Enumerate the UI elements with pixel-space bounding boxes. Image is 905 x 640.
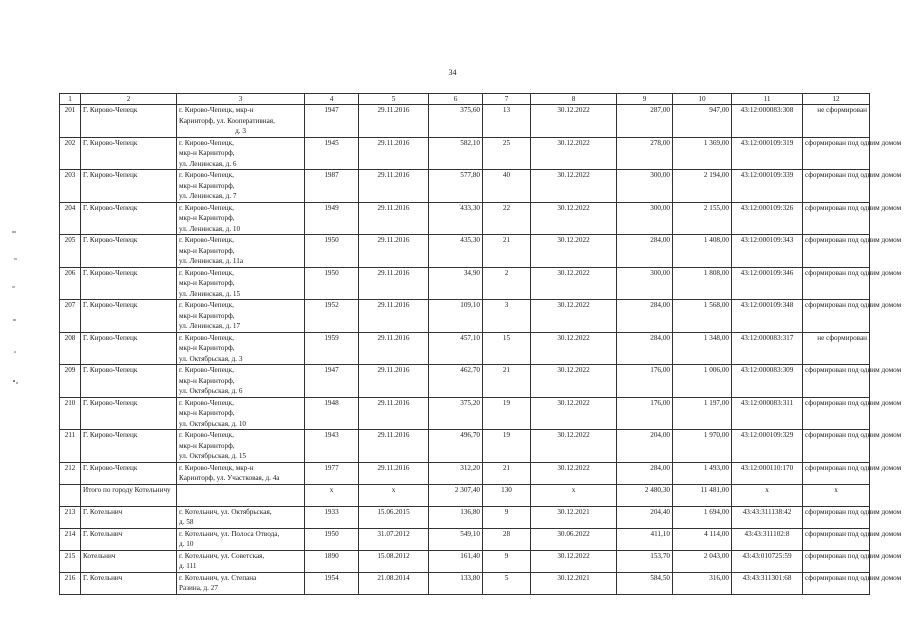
value-col10-cell: 1 369,00: [673, 137, 732, 170]
municipality-cell: Г. Кирово-Чепецк: [81, 105, 177, 138]
total-area-cell: 2 307,40: [429, 484, 483, 506]
land-status-cell: сформирован под одним домом: [803, 300, 870, 333]
address-line: мкр-н Каринторф,: [179, 149, 235, 157]
row-number: 205: [60, 235, 81, 268]
land-status-cell: сформирован под одним домом: [803, 506, 870, 528]
address-line: г. Кирово-Чепецк,: [179, 431, 234, 439]
address-cell: [177, 202, 305, 235]
residents-count-cell: 25: [483, 137, 531, 170]
address-cell: [177, 528, 305, 550]
value-col10-cell: 947,00: [673, 105, 732, 138]
recognition-date-cell: 29.11.2016: [359, 397, 429, 430]
year-built-cell: 1959: [305, 332, 359, 365]
column-number-5: 5: [359, 94, 429, 105]
year-built-cell: 1954: [305, 572, 359, 594]
recognition-date-cell: 29.11.2016: [359, 332, 429, 365]
value-col9-cell: 411,10: [617, 528, 673, 550]
address-line: мкр-н Каринторф,: [179, 279, 235, 287]
column-number-6: 6: [429, 94, 483, 105]
address-cell: [177, 506, 305, 528]
address-line: г. Кирово-Чепецк, мкр-н: [179, 106, 254, 114]
value-col10-cell: 316,00: [673, 572, 732, 594]
total-date-cell: х: [359, 484, 429, 506]
column-number-12: 12: [803, 94, 870, 105]
address-line: д. 58: [179, 518, 194, 526]
land-status-cell: сформирован под одним домом: [803, 397, 870, 430]
address-line: мкр-н Каринторф,: [179, 214, 235, 222]
address-line: д. 10: [179, 540, 194, 548]
total-col10-cell: 11 481,00: [673, 484, 732, 506]
address-line: г. Кирово-Чепецк,: [179, 333, 234, 342]
recognition-date-cell: 29.11.2016: [359, 267, 429, 300]
land-status-cell: сформирован под одним домом: [803, 170, 870, 203]
year-built-cell: 1947: [305, 365, 359, 398]
area-cell: 109,10: [429, 300, 483, 333]
deadline-date-cell: 30.12.2022: [531, 202, 617, 235]
table-row: [60, 235, 870, 268]
recognition-date-cell: 29.11.2016: [359, 462, 429, 484]
row-number: 203: [60, 170, 81, 203]
address-line: г. Кирово-Чепецк,: [179, 301, 234, 309]
residents-count-cell: 19: [483, 430, 531, 463]
row-number: 213: [60, 506, 81, 528]
address-line: мкр-н Каринторф,: [179, 376, 235, 385]
municipality-cell: Г. Кирово-Чепецк: [81, 300, 177, 333]
recognition-date-cell: 15.08.2012: [359, 550, 429, 572]
residents-count-cell: 21: [483, 462, 531, 484]
cadastral-number-cell: 43:12:000109:346: [732, 267, 803, 300]
table-row: [60, 397, 870, 430]
value-col9-cell: 300,00: [617, 267, 673, 300]
cadastral-number-cell: 43:12:000083:317: [732, 332, 803, 365]
area-cell: 577,80: [429, 170, 483, 203]
address-cell: [177, 365, 305, 398]
table-row: [60, 462, 870, 484]
address-line: ул. Ленинская, д. 7: [179, 192, 237, 200]
cadastral-number-cell: 43:43:010725:59: [732, 550, 803, 572]
table-row: [60, 430, 870, 463]
area-cell: 136,80: [429, 506, 483, 528]
row-number: 214: [60, 528, 81, 550]
column-number-8: 8: [531, 94, 617, 105]
address-line: г. Котельнич, ул. Советская,: [179, 551, 265, 560]
area-cell: 375,60: [429, 105, 483, 138]
area-cell: 549,10: [429, 528, 483, 550]
municipality-cell: Г. Котельнич: [81, 528, 177, 550]
value-col10-cell: 1 493,00: [673, 462, 732, 484]
address-line: г. Кирово-Чепецк,: [179, 268, 234, 277]
deadline-date-cell: 30.12.2022: [531, 397, 617, 430]
deadline-date-cell: 30.12.2022: [531, 267, 617, 300]
recognition-date-cell: 15.06.2015: [359, 506, 429, 528]
table-row: [60, 332, 870, 365]
recognition-date-cell: 31.07.2012: [359, 528, 429, 550]
total-residents-cell: 130: [483, 484, 531, 506]
municipality-cell: Котельнич: [81, 550, 177, 572]
land-status-cell: сформирован под одним домом: [803, 430, 870, 463]
total-cadastral-cell: х: [732, 484, 803, 506]
area-cell: 34,90: [429, 267, 483, 300]
table-row: [60, 267, 870, 300]
year-built-cell: 1949: [305, 202, 359, 235]
land-status-cell: сформирован под одним домом: [803, 137, 870, 170]
column-number-11: 11: [732, 94, 803, 105]
deadline-date-cell: 30.12.2022: [531, 550, 617, 572]
value-col10-cell: 1 568,00: [673, 300, 732, 333]
land-status-cell: сформирован под одним домом: [803, 202, 870, 235]
row-number: 212: [60, 462, 81, 484]
address-cell: [177, 267, 305, 300]
address-cell: [177, 332, 305, 365]
deadline-date-cell: 30.12.2022: [531, 137, 617, 170]
address-line: ул. Октябрьская, д. 3: [179, 354, 243, 363]
value-col9-cell: 204,40: [617, 506, 673, 528]
header-row: [60, 94, 870, 105]
address-line: Разина, д. 27: [179, 584, 218, 592]
address-line: мкр-н Каринторф,: [179, 311, 235, 320]
value-col10-cell: 1 694,00: [673, 506, 732, 528]
year-built-cell: 1933: [305, 506, 359, 528]
value-col9-cell: 300,00: [617, 170, 673, 203]
municipality-cell: Г. Кирово-Чепецк: [81, 170, 177, 203]
recognition-date-cell: 29.11.2016: [359, 235, 429, 268]
row-number: 201: [60, 105, 81, 138]
land-status-cell: не сформирован: [803, 105, 870, 138]
land-status-cell: не сформирован: [803, 332, 870, 365]
column-number-3: 3: [177, 94, 305, 105]
table-row: [60, 300, 870, 333]
residents-count-cell: 9: [483, 550, 531, 572]
address-line: г. Кирово-Чепецк,: [179, 398, 234, 407]
recognition-date-cell: 29.11.2016: [359, 300, 429, 333]
total-address-cell: [177, 484, 305, 506]
municipality-cell: Г. Котельнич: [81, 506, 177, 528]
table-row: [60, 550, 870, 572]
column-number-1: 1: [60, 94, 81, 105]
total-row: [60, 484, 870, 506]
municipality-cell: Г. Кирово-Чепецк: [81, 202, 177, 235]
address-cell: [177, 572, 305, 594]
value-col9-cell: 284,00: [617, 462, 673, 484]
municipality-cell: Г. Кирово-Чепецк: [81, 137, 177, 170]
cadastral-number-cell: 43:12:000083:309: [732, 365, 803, 398]
row-number: 210: [60, 397, 81, 430]
table-row: [60, 506, 870, 528]
cadastral-number-cell: 43:12:000109:343: [732, 235, 803, 268]
area-cell: 375,20: [429, 397, 483, 430]
address-line: г. Кирово-Чепецк,: [179, 366, 234, 374]
land-status-cell: сформирован под одним домом: [803, 462, 870, 484]
year-built-cell: 1987: [305, 170, 359, 203]
recognition-date-cell: 29.11.2016: [359, 365, 429, 398]
address-cell: [177, 137, 305, 170]
address-cell: [177, 170, 305, 203]
residents-count-cell: 2: [483, 267, 531, 300]
recognition-date-cell: 29.11.2016: [359, 137, 429, 170]
value-col10-cell: 1 808,00: [673, 267, 732, 300]
value-col9-cell: 284,00: [617, 332, 673, 365]
value-col10-cell: 1 348,00: [673, 332, 732, 365]
residents-count-cell: 5: [483, 572, 531, 594]
cadastral-number-cell: 43:43:311102:8: [732, 528, 803, 550]
address-line: д. 3: [235, 127, 246, 135]
year-built-cell: 1950: [305, 528, 359, 550]
cadastral-number-cell: 43:12:000083:308: [732, 105, 803, 138]
row-number: 202: [60, 137, 81, 170]
value-col9-cell: 204,00: [617, 430, 673, 463]
address-cell: [177, 430, 305, 463]
row-number: 211: [60, 430, 81, 463]
table-row: [60, 105, 870, 138]
area-cell: 312,20: [429, 462, 483, 484]
address-line: ул. Октябрьская, д. 6: [179, 387, 243, 395]
residents-count-cell: 22: [483, 202, 531, 235]
row-number: 216: [60, 572, 81, 594]
value-col9-cell: 176,00: [617, 365, 673, 398]
cadastral-number-cell: 43:43:311301:68: [732, 572, 803, 594]
value-col9-cell: 287,00: [617, 105, 673, 138]
table-row: [60, 202, 870, 235]
year-built-cell: 1977: [305, 462, 359, 484]
residents-count-cell: 21: [483, 235, 531, 268]
recognition-date-cell: 29.11.2016: [359, 170, 429, 203]
total-status-cell: х: [803, 484, 870, 506]
recognition-date-cell: 29.11.2016: [359, 202, 429, 235]
address-line: мкр-н Каринторф,: [179, 181, 235, 190]
cadastral-number-cell: 43:43:311138:42: [732, 506, 803, 528]
municipality-cell: Г. Кирово-Чепецк: [81, 267, 177, 300]
value-col9-cell: 278,00: [617, 137, 673, 170]
residents-count-cell: 40: [483, 170, 531, 203]
deadline-date-cell: 30.12.2022: [531, 430, 617, 463]
address-line: г. Котельнич, ул. Степана: [179, 573, 257, 582]
value-col10-cell: 1 197,00: [673, 397, 732, 430]
municipality-cell: Г. Кирово-Чепецк: [81, 365, 177, 398]
address-cell: [177, 105, 305, 138]
cadastral-number-cell: 43:12:000109:326: [732, 202, 803, 235]
row-number: 206: [60, 267, 81, 300]
row-number: 209: [60, 365, 81, 398]
table-row: [60, 170, 870, 203]
cadastral-number-cell: 43:12:000109:329: [732, 430, 803, 463]
address-line: г. Кирово-Чепецк,: [179, 236, 234, 244]
deadline-date-cell: 30.12.2022: [531, 332, 617, 365]
area-cell: 457,10: [429, 332, 483, 365]
year-built-cell: 1950: [305, 267, 359, 300]
area-cell: 435,30: [429, 235, 483, 268]
column-number-9: 9: [617, 94, 673, 105]
value-col10-cell: 2 155,00: [673, 202, 732, 235]
cadastral-number-cell: 43:12:000109:348: [732, 300, 803, 333]
year-built-cell: 1890: [305, 550, 359, 572]
column-number-10: 10: [673, 94, 732, 105]
table-row: [60, 572, 870, 594]
year-built-cell: 1948: [305, 397, 359, 430]
deadline-date-cell: 30.12.2021: [531, 506, 617, 528]
address-line: мкр-н Каринторф,: [179, 441, 235, 450]
year-built-cell: 1947: [305, 105, 359, 138]
municipality-cell: Г. Кирово-Чепецк: [81, 235, 177, 268]
land-status-cell: сформирован под одним домом: [803, 550, 870, 572]
deadline-date-cell: 30.12.2022: [531, 300, 617, 333]
value-col9-cell: 176,00: [617, 397, 673, 430]
address-cell: [177, 397, 305, 430]
deadline-date-cell: 30.12.2022: [531, 105, 617, 138]
residents-count-cell: 3: [483, 300, 531, 333]
address-line: г. Кирово-Чепецк,: [179, 171, 234, 179]
year-built-cell: 1945: [305, 137, 359, 170]
address-cell: [177, 462, 305, 484]
area-cell: 161,40: [429, 550, 483, 572]
recognition-date-cell: 29.11.2016: [359, 430, 429, 463]
address-line: ул. Ленинская, д. 17: [179, 322, 241, 330]
total-year-cell: х: [305, 484, 359, 506]
recognition-date-cell: 21.08.2014: [359, 572, 429, 594]
area-cell: 582,10: [429, 137, 483, 170]
address-line: г. Кирово-Чепецк,: [179, 203, 234, 212]
address-line: г. Котельнич, ул. Октябрьская,: [179, 507, 272, 516]
residents-count-cell: 28: [483, 528, 531, 550]
address-line: ул. Ленинская, д. 6: [179, 159, 237, 168]
row-number: 208: [60, 332, 81, 365]
municipality-cell: Г. Кирово-Чепецк: [81, 462, 177, 484]
table-row: [60, 528, 870, 550]
address-line: ул. Ленинская, д. 15: [179, 289, 241, 298]
address-cell: [177, 550, 305, 572]
address-line: Каринторф, ул. Кооперативная,: [179, 116, 275, 125]
area-cell: 462,70: [429, 365, 483, 398]
total-deadline-cell: х: [531, 484, 617, 506]
table-row: [60, 365, 870, 398]
row-number: 204: [60, 202, 81, 235]
value-col10-cell: 1 408,00: [673, 235, 732, 268]
column-number-7: 7: [483, 94, 531, 105]
address-line: г. Кирово-Чепецк,: [179, 138, 234, 147]
page-number: 34: [448, 68, 457, 77]
address-line: г. Кирово-Чепецк, мкр-н: [179, 463, 254, 472]
total-label: Итого по городу Котельничу: [81, 484, 177, 506]
address-line: мкр-н Каринторф,: [179, 344, 235, 352]
total-row-number: [60, 484, 81, 506]
residents-count-cell: 19: [483, 397, 531, 430]
table-body: [60, 105, 902, 595]
value-col9-cell: 153,70: [617, 550, 673, 572]
municipality-cell: Г. Котельнич: [81, 572, 177, 594]
land-status-cell: сформирован под одним домом: [803, 365, 870, 398]
address-cell: [177, 235, 305, 268]
deadline-date-cell: 30.12.2021: [531, 572, 617, 594]
value-col10-cell: 1 006,00: [673, 365, 732, 398]
row-number: 215: [60, 550, 81, 572]
land-status-cell: сформирован под одним домом: [803, 572, 870, 594]
deadline-date-cell: 30.12.2022: [531, 235, 617, 268]
residents-count-cell: 21: [483, 365, 531, 398]
land-status-cell: сформирован под одним домом: [803, 235, 870, 268]
cadastral-number-cell: 43:12:000109:339: [732, 170, 803, 203]
cadastral-number-cell: 43:12:000110:170: [732, 462, 803, 484]
address-cell: [177, 300, 305, 333]
address-line: ул. Октябрьская, д. 10: [179, 419, 247, 428]
table-row: [60, 137, 870, 170]
housing-register-table: [59, 93, 902, 595]
value-col9-cell: 284,00: [617, 235, 673, 268]
recognition-date-cell: 29.11.2016: [359, 105, 429, 138]
year-built-cell: 1952: [305, 300, 359, 333]
column-number-2: 2: [81, 94, 177, 105]
cadastral-number-cell: 43:12:000083:311: [732, 397, 803, 430]
year-built-cell: 1950: [305, 235, 359, 268]
deadline-date-cell: 30.06.2022: [531, 528, 617, 550]
value-col10-cell: 2 043,00: [673, 550, 732, 572]
year-built-cell: 1943: [305, 430, 359, 463]
deadline-date-cell: 30.12.2022: [531, 170, 617, 203]
cadastral-number-cell: 43:12:000109:319: [732, 137, 803, 170]
value-col9-cell: 584,50: [617, 572, 673, 594]
area-cell: 433,30: [429, 202, 483, 235]
area-cell: 133,80: [429, 572, 483, 594]
row-number: 207: [60, 300, 81, 333]
municipality-cell: Г. Кирово-Чепецк: [81, 332, 177, 365]
column-number-4: 4: [305, 94, 359, 105]
value-col9-cell: 284,00: [617, 300, 673, 333]
residents-count-cell: 9: [483, 506, 531, 528]
value-col10-cell: 1 970,00: [673, 430, 732, 463]
area-cell: 496,70: [429, 430, 483, 463]
column-number-header: [60, 94, 870, 105]
deadline-date-cell: 30.12.2022: [531, 365, 617, 398]
total-col9-cell: 2 480,30: [617, 484, 673, 506]
municipality-cell: Г. Кирово-Чепецк: [81, 397, 177, 430]
value-col9-cell: 300,00: [617, 202, 673, 235]
residents-count-cell: 15: [483, 332, 531, 365]
deadline-date-cell: 30.12.2022: [531, 462, 617, 484]
land-status-cell: сформирован под одним домом: [803, 267, 870, 300]
address-line: Каринторф, ул. Участковая, д. 4а: [179, 474, 280, 482]
residents-count-cell: 13: [483, 105, 531, 138]
address-line: мкр-н Каринторф,: [179, 246, 235, 255]
address-line: мкр-н Каринторф,: [179, 409, 235, 417]
address-line: ул. Ленинская, д. 10: [179, 224, 241, 233]
municipality-cell: Г. Кирово-Чепецк: [81, 430, 177, 463]
address-line: ул. Ленинская, д. 11а: [179, 257, 244, 265]
value-col10-cell: 2 194,00: [673, 170, 732, 203]
address-line: г. Котельнич, ул. Полоса Отвода,: [179, 529, 280, 538]
address-line: ул. Октябрьская, д. 15: [179, 452, 247, 460]
land-status-cell: сформирован под одним домом: [803, 528, 870, 550]
address-line: д. 111: [179, 562, 197, 570]
value-col10-cell: 4 114,00: [673, 528, 732, 550]
